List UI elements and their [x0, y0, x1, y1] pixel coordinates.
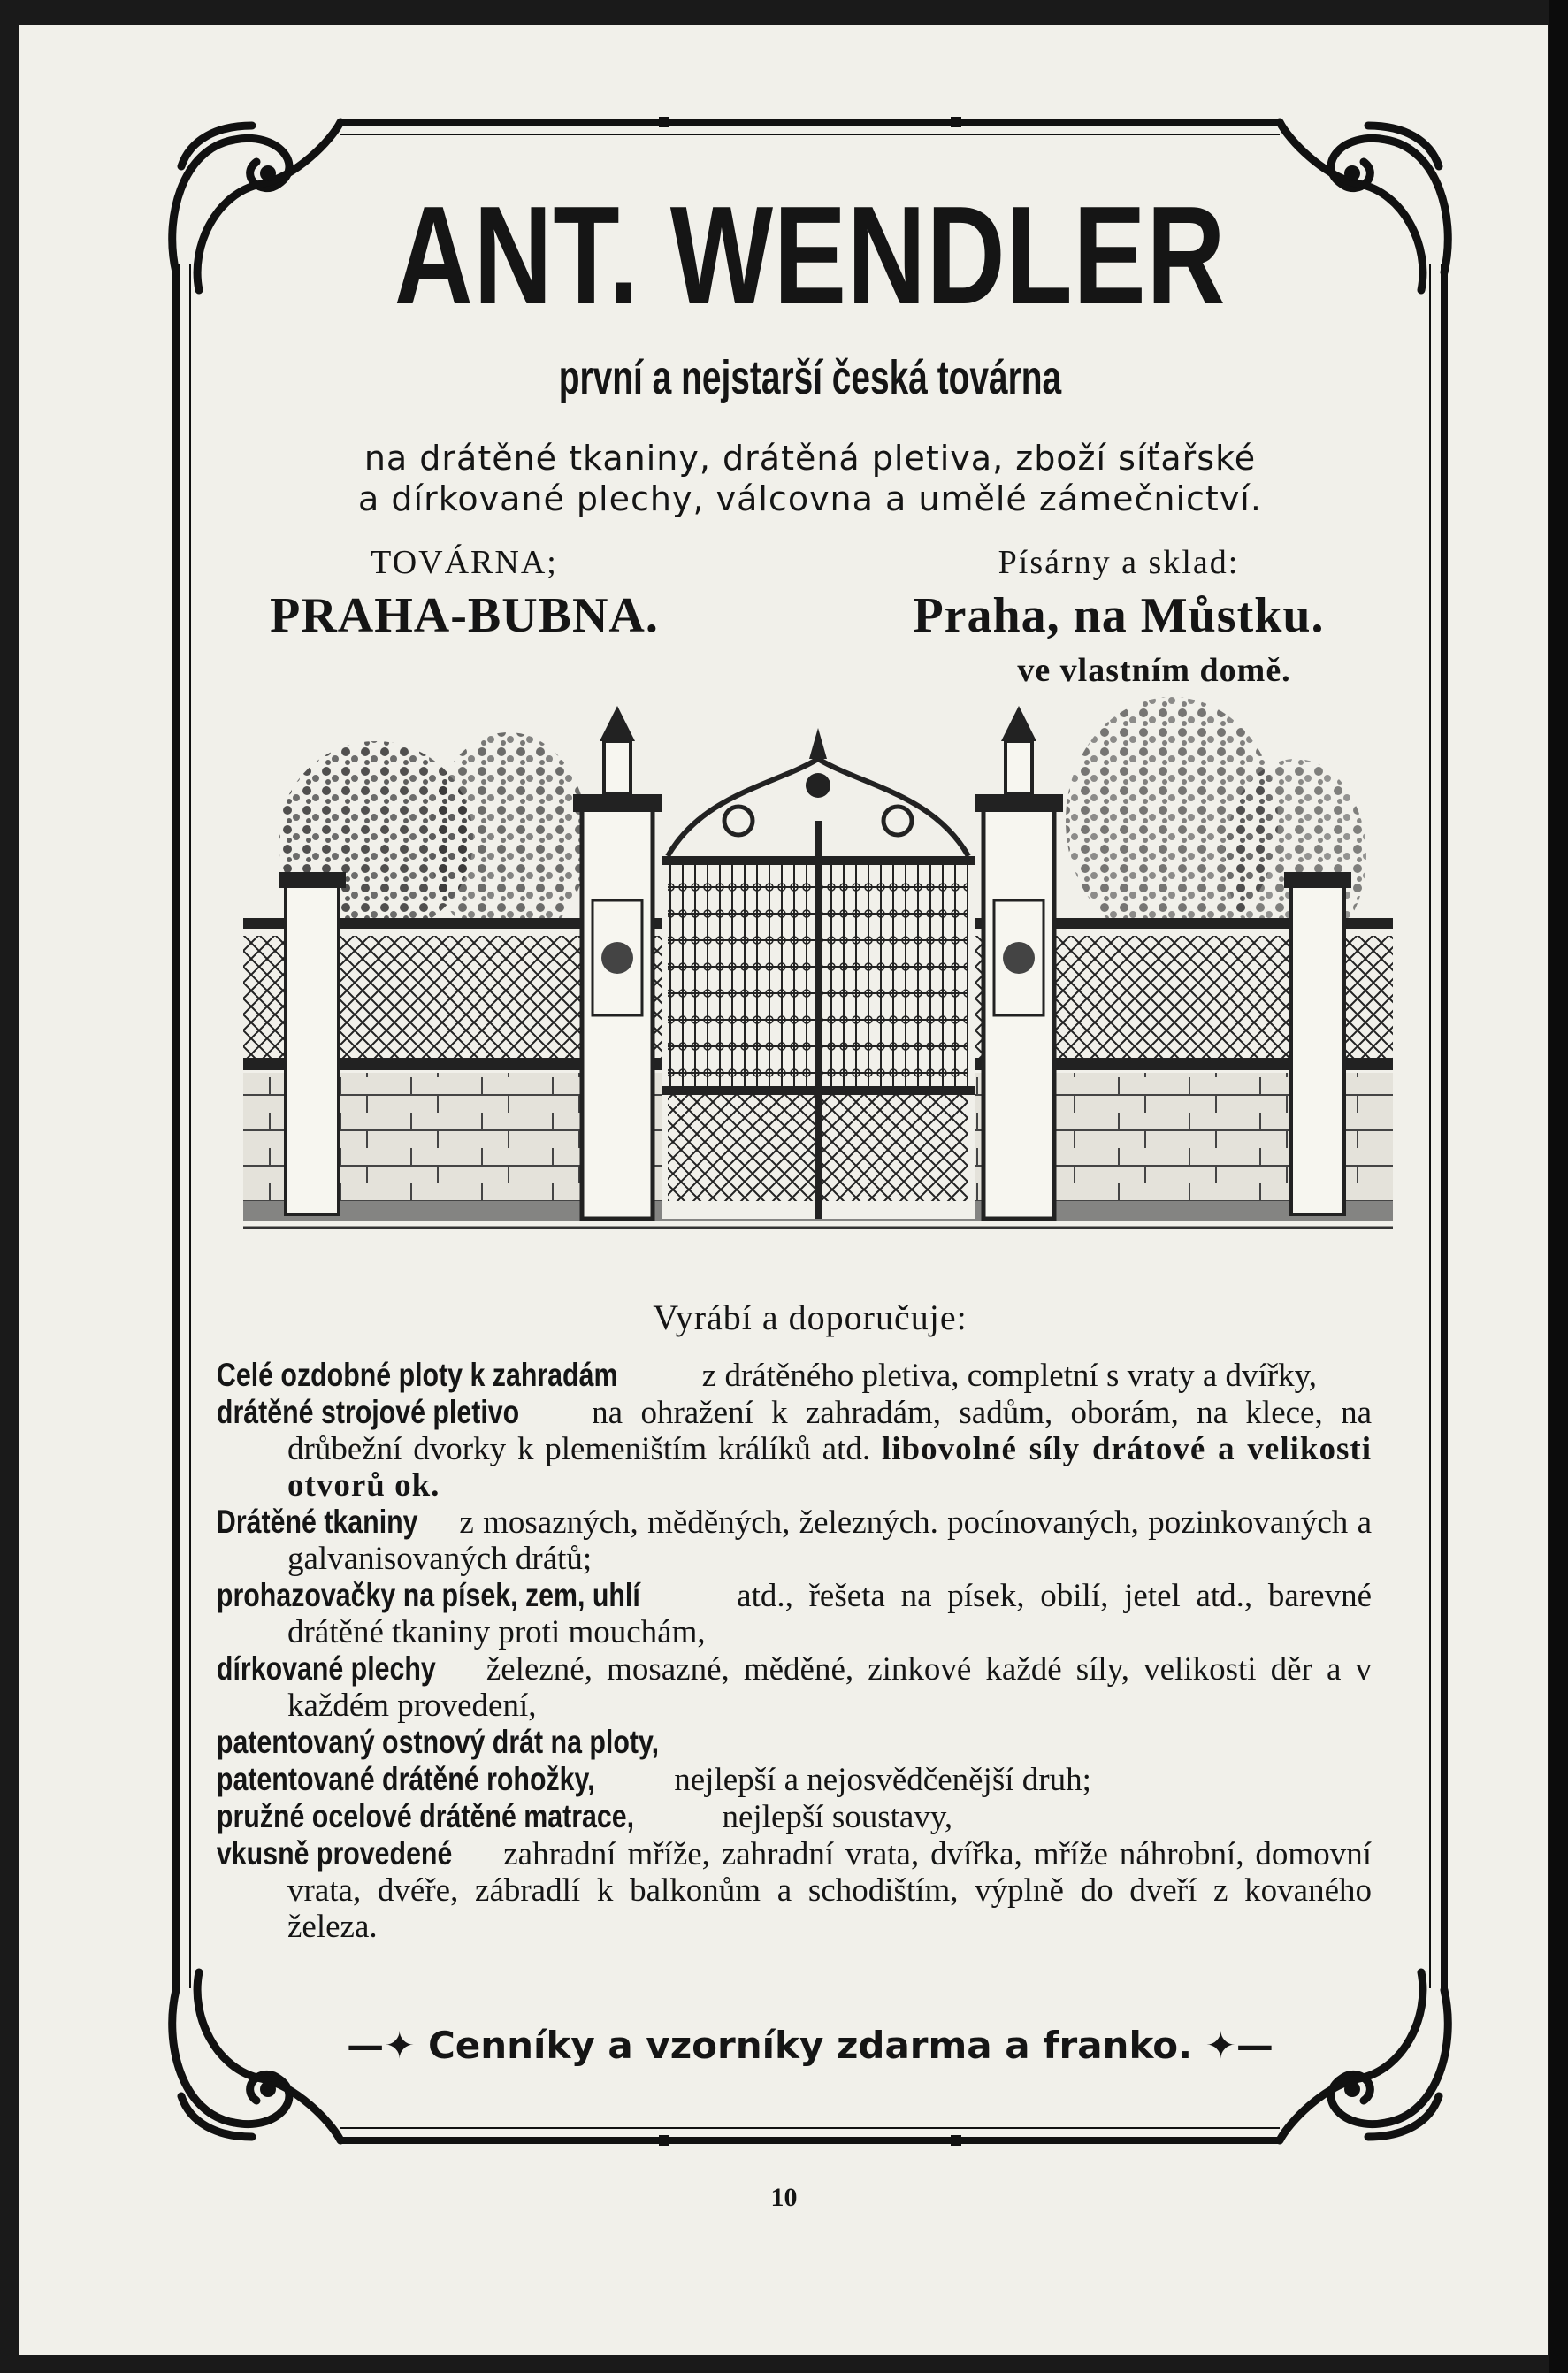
- product-detail: atd., řešeta na písek, obilí, jetel atd., barevné drátěné tkaniny proti mouchám,: [287, 1578, 1372, 1650]
- product-item: [216, 1650, 1372, 1724]
- product-emphasis: libovolné síly drátové a velikosti otvorů ok.: [287, 1431, 1372, 1504]
- product-item: [216, 1504, 1372, 1577]
- factory-place: PRAHA-BUBNA.: [270, 587, 659, 643]
- product-detail: z mosazných, měděných, železných. pocínovaných, pozinkovaných a galvanisovaných drátů;: [287, 1504, 1372, 1577]
- product-item: [216, 1724, 1372, 1761]
- right-ornament-icon: ✦—: [1205, 2024, 1274, 2067]
- product-item: [216, 1761, 1372, 1798]
- office-place: Praha, na Můstku.: [913, 587, 1325, 643]
- factory-label: TOVÁRNA;: [371, 544, 558, 581]
- product-name: Drátěné tkaniny: [216, 1504, 418, 1540]
- product-name: patentovaný ostnový drát na ploty,: [216, 1724, 660, 1760]
- advertisement-content: [164, 113, 1457, 2149]
- office-address: [836, 543, 1402, 690]
- product-name: pružné ocelové drátěné matrace,: [216, 1798, 635, 1834]
- product-detail: nejlepší a nejosvědčenější druh;: [666, 1762, 1091, 1798]
- product-name: patentované drátěné rohožky,: [216, 1761, 595, 1797]
- product-name: prohazovačky na písek, zem, uhlí: [216, 1577, 640, 1613]
- product-detail: z drátěného pletiva, completní s vraty a dvířky,: [693, 1358, 1317, 1394]
- description-line-1: na drátěné tkaniny, drátěná pletiva, zboží síťařské: [363, 439, 1257, 478]
- company-subtitle: první a nejstarší česká továrna: [558, 351, 1062, 404]
- product-item: [216, 1394, 1372, 1504]
- page-number: 10: [770, 2183, 798, 2212]
- product-item: [216, 1577, 1372, 1650]
- price-list-text: Cenníky a vzorníky zdarma a franko.: [427, 2024, 1193, 2067]
- product-list: [216, 1357, 1372, 1945]
- product-name: Celé ozdobné ploty k zahradám: [216, 1357, 618, 1393]
- gate-illustration: [243, 688, 1393, 1259]
- product-detail: na ohražení k zahradám, sadům, oborám, na klece, na drůbežní dvorky k plemeništím králíků atd.: [287, 1395, 1372, 1467]
- gate-fence-engraving: [243, 688, 1393, 1254]
- factory-address: [270, 543, 659, 647]
- product-detail: zahradní mříže, zahradní vrata, dvířka, mříže náhrobní, domovní vrata, dvéře, zábradlí k balkonům a schodištím, výplně do dveří z kovaného železa.: [287, 1836, 1372, 1945]
- product-item: [216, 1357, 1372, 1394]
- price-list-note: [164, 2024, 1457, 2067]
- left-ornament-icon: —✦: [347, 2024, 416, 2067]
- product-name: dírkované plechy: [216, 1650, 436, 1687]
- product-item: [216, 1835, 1372, 1945]
- office-label: Písárny a sklad:: [998, 544, 1240, 581]
- product-detail: železné, mosazné, měděné, zinkové každé síly, velikosti děr a v každém provedení,: [287, 1651, 1372, 1724]
- description-line-2: a dírkované plechy, válcovna a umělé zámečnictví.: [358, 479, 1262, 518]
- product-detail: nejlepší soustavy,: [714, 1799, 953, 1835]
- office-note: ve vlastním domě.: [1017, 652, 1291, 690]
- product-name: vkusně provedené: [216, 1835, 453, 1872]
- products-intro: Vyrábí a doporučuje:: [653, 1297, 968, 1337]
- product-item: [216, 1798, 1372, 1835]
- book-spine-edge: [1549, 0, 1568, 2373]
- product-name: drátěné strojové pletivo: [216, 1394, 520, 1430]
- company-title: ANT. WENDLER: [394, 178, 1227, 333]
